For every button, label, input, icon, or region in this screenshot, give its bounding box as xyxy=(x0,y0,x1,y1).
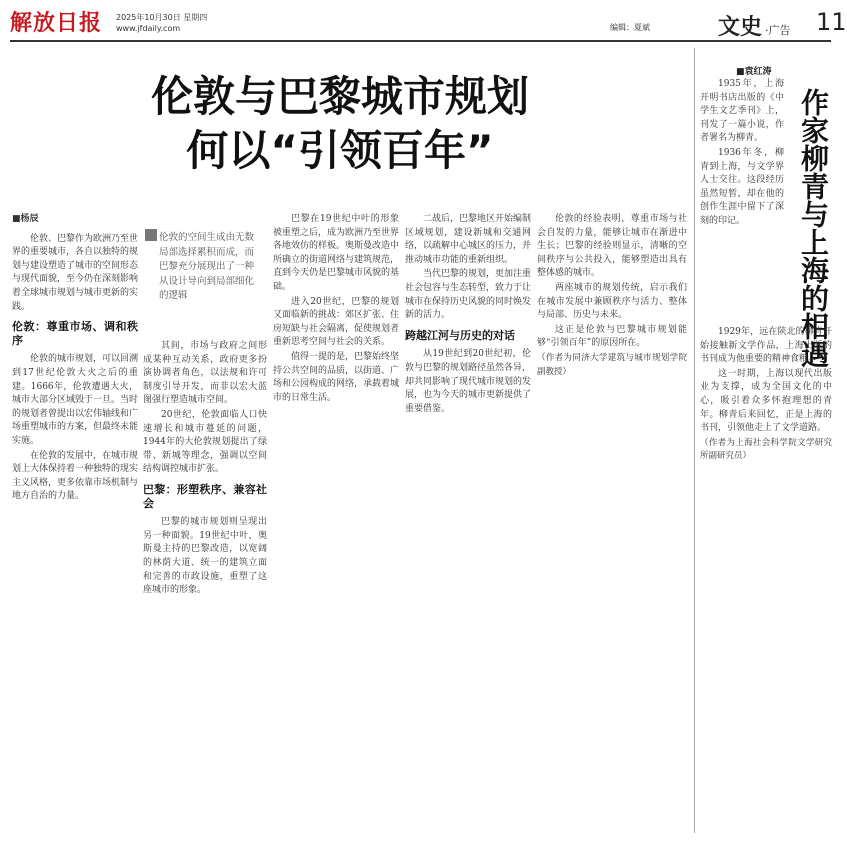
paragraph: 值得一提的是，巴黎始终坚持公共空间的品质，以街道、广场和公园构成的网络，承载着城市的日常生活。 xyxy=(273,351,400,403)
right-column-1 xyxy=(700,78,784,322)
subhead-paris: 巴黎：形塑秩序、兼容社会 xyxy=(143,482,267,510)
article-column-5 xyxy=(537,213,687,833)
section-title xyxy=(718,10,791,41)
subhead-london: 伦敦：尊重市场、调和秩序 xyxy=(12,320,138,347)
pull-quote-text: 伦敦的空间生成由无数局部选择累积而成，而巴黎充分展现出了一种从设计导向到局部细化的逻辑 xyxy=(159,232,255,301)
main-headline xyxy=(60,70,620,178)
paragraph: 进入20世纪，巴黎的规划又面临新的挑战：郊区扩张、住房短缺与社会隔离，促使规划者重新思考空间与社会的关系。 xyxy=(273,296,400,348)
website-link[interactable]: www.jfdaily.com xyxy=(116,24,181,33)
editor-credit: 编辑：夏斌 xyxy=(610,23,650,32)
author-note: （作者为同济大学建筑与城市规划学院副教授） xyxy=(537,352,687,377)
pull-quote xyxy=(145,231,257,335)
paragraph: 伦敦的经验表明，尊重市场与社会自发的力量，能够让城市在渐进中生长；巴黎的经验则显示，清晰的空间秩序与公共投入，能够塑造出具有整体感的城市。 xyxy=(537,214,687,279)
quote-mark-icon xyxy=(145,229,157,241)
section-sub: ·广告 xyxy=(765,24,791,37)
article-column-1 xyxy=(12,213,138,833)
paragraph: 1935年，上海开明书店出版的《中学生文艺季刊》上，刊发了一篇小说，作者署名为柳青。 xyxy=(700,79,784,144)
paragraph: 两座城市的规划传统，启示我们在城市发展中兼顾秩序与活力、整体与局部、历史与未来。 xyxy=(537,282,687,321)
paragraph: 伦敦、巴黎作为欧洲乃至世界的重要城市，各自以独特的规划与建设塑造了城市的空间形态与现代面貌，至今仍在深刻影响着全球城市规划与城市更新的实践。 xyxy=(12,233,139,312)
page-number: 11 xyxy=(816,8,847,36)
paragraph: 1936年冬，柳青到上海，与文学界人士交往。这段经历虽然短暂，却在他的创作生涯中留下了深刻的印记。 xyxy=(700,147,784,226)
paragraph: 巴黎在19世纪中叶的形象被重塑之后，成为欧洲乃至世界各地效仿的样板。奥斯曼改造中所确立的街道网络与建筑规范，直到今天仍是巴黎城市风貌的基础。 xyxy=(273,214,400,292)
paragraph: 这正是伦敦与巴黎城市规划能够“引领百年”的原因所在。 xyxy=(537,324,687,349)
masthead xyxy=(10,6,847,40)
paragraph: 二战后，巴黎地区开始编制区域规划，建设新城和交通网络，以疏解中心城区的压力，并推动城市功能的重新组织。 xyxy=(405,214,532,265)
paragraph: 从19世纪到20世纪初，伦敦与巴黎的规划路径虽然各异，却共同影响了现代城市规划的发展，也为今天的城市更新提供了重要借鉴。 xyxy=(405,349,532,414)
subhead-dialogue: 跨越江河与历史的对话 xyxy=(405,328,515,342)
paragraph: 在伦敦的发展中，在城市规划上大体保持着一种独特的现实主义风格，更多依靠市场机制与地方自治的力量。 xyxy=(12,450,139,502)
article-column-4 xyxy=(405,213,531,833)
right-column-2 xyxy=(700,326,832,833)
right-article-title: 作家柳青与上海的相遇 xyxy=(797,88,830,368)
issue-date: 2025年10月30日 星期四 xyxy=(116,13,208,22)
column-divider xyxy=(694,48,695,833)
right-article-byline: ■袁红涛 xyxy=(736,67,772,77)
headline-line-1: 伦敦与巴黎城市规划 xyxy=(150,72,529,121)
paragraph: 巴黎的城市规划则呈现出另一种面貌。19世纪中叶，奥斯曼主持的巴黎改造，以宽阔的林荫大道、统一的建筑立面和完善的市政设施，重塑了这座城市的形象。 xyxy=(143,517,267,596)
article-column-2 xyxy=(143,340,267,833)
paragraph: 其间，市场与政府之间形成某种互动关系，政府更多扮演协调者角色，以法规和许可制度引导开发，而非以宏大蓝图强行塑造城市空间。 xyxy=(143,341,267,406)
paragraph: 伦敦的城市规划，可以回溯到17世纪伦敦大火之后的重建。1666年，伦敦遭遇大火，城市大部分区域毁于一旦。当时的规划者曾提出以宏伟轴线和广场重塑城市的方案，但最终未能实施。 xyxy=(12,354,139,446)
paragraph: 20世纪，伦敦面临人口快速增长和城市蔓延的问题，1944年的大伦敦规划提出了绿带、新城等理念，强调以空间结构调控城市扩张。 xyxy=(143,409,267,475)
paragraph: 当代巴黎的规划，更加注重社会包容与生态转型，致力于让城市在保持历史风貌的同时焕发新的活力。 xyxy=(405,269,532,321)
section-name: 文史 xyxy=(718,15,763,40)
newspaper-logo: 解放日报 xyxy=(10,10,103,36)
right-author-note: （作者为上海社会科学院文学研究所副研究员） xyxy=(700,437,832,462)
article-byline: ■杨辰 xyxy=(12,214,39,224)
article-column-3 xyxy=(273,213,399,833)
paragraph: 这一时期，上海以现代出版业为支撑，成为全国文化的中心，吸引着众多怀抱理想的青年。柳青后来回忆，正是上海的书刊，引领他走上了文学道路。 xyxy=(700,368,832,434)
paragraph: 1929年，远在陕北的柳青开始接触新文学作品，上海出版的书刊成为他重要的精神食粮。 xyxy=(700,327,832,365)
headline-line-2: 何以“引领百年” xyxy=(186,126,494,175)
top-rule xyxy=(10,40,831,42)
